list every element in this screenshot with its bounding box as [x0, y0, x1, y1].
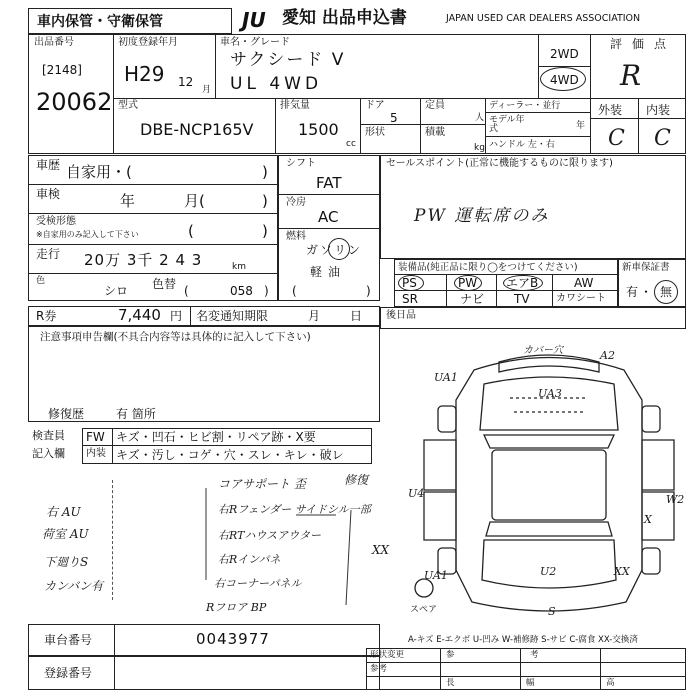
diag-label-9: XX — [614, 565, 630, 578]
checker-labels — [32, 428, 84, 464]
drive-4wd-circle — [540, 67, 586, 91]
history-close: ) — [262, 163, 268, 181]
diag-label-10: UA1 — [424, 569, 448, 582]
checker-row2: キズ・汚し・コゲ・穴・スレ・キレ・破レ — [116, 448, 344, 462]
fuel-gas-circle — [328, 238, 350, 260]
displacement-unit: cc — [346, 139, 356, 149]
chassis-value: 0043977 — [196, 630, 270, 648]
warranty-sep: ・ — [640, 285, 653, 299]
load-label: 積載 — [425, 127, 445, 138]
rating-interior: C — [654, 126, 671, 151]
repair-label: 修復歴 — [48, 407, 85, 421]
chassis-label: 車台番号 — [44, 633, 93, 647]
fuel-gas: ガソリン — [306, 243, 363, 257]
drive-2wd: 2WD — [550, 47, 579, 61]
equip-sr: SR — [402, 292, 418, 306]
registration-month-unit: 月 — [202, 85, 212, 95]
tax-value: 7,440 — [118, 306, 161, 324]
checker-row1-head: FW — [86, 430, 105, 444]
checker-label2: 記入欄 — [32, 447, 65, 460]
model-label: 車名・グレード — [220, 37, 290, 48]
accepted-open: ( — [188, 222, 194, 240]
cooling-value: AC — [318, 208, 339, 226]
selling-points-label: セールスポイント(正常に機能するものに限ります) — [386, 158, 613, 169]
inspection-year: 年 — [120, 192, 136, 210]
accepted-close: ) — [262, 222, 268, 240]
org-english: JAPAN USED CAR DEALERS ASSOCIATION — [446, 13, 641, 24]
dealer-label: ディーラー・並行 — [489, 101, 561, 111]
equip-navi: ナビ — [460, 292, 485, 306]
fuel-close: ) — [366, 284, 371, 298]
shape-r1a: 参 — [446, 650, 455, 660]
diag-label-7: X — [644, 513, 652, 526]
org-name: 愛知 出品申込書 — [282, 8, 407, 28]
fuel-open: ( — [292, 284, 297, 298]
diag-label-5: U4 — [408, 487, 425, 500]
spare-label: スペア — [410, 605, 438, 615]
color-code-close: ) — [264, 284, 269, 298]
note-right-6: Rフロア BP — [206, 601, 267, 614]
accepted-label: 受検形態 — [36, 216, 76, 227]
equip-ps: PS — [402, 276, 417, 290]
color-value: シロ — [104, 284, 129, 298]
color-label: 色 — [36, 276, 46, 286]
mileage-unit: km — [232, 262, 246, 272]
accepted-note: ※自家用のみ記入して下さい — [36, 230, 139, 239]
name-change-month: 月 — [308, 309, 321, 323]
note-left-4: カンバン有 — [44, 579, 104, 593]
fuel-diesel: 軽油 — [310, 265, 347, 279]
diag-label-2: A2 — [600, 349, 615, 362]
inspection-label: 車検 — [36, 187, 61, 201]
fuel-label: 燃料 — [286, 231, 306, 242]
model-year-label: モデル年式 — [489, 115, 525, 134]
warranty-yes: 有 — [626, 285, 639, 299]
capacity-unit: 人 — [475, 113, 485, 123]
shape-col-length: 長 — [446, 678, 455, 688]
capacity-label: 定員 — [425, 100, 445, 111]
rating-value: R — [620, 59, 642, 92]
doors-label: ドア — [365, 100, 385, 111]
lot-number: 20062 — [36, 88, 113, 116]
remarks-label: 注意事項申告欄(不具合内容等は具体的に記入して下さい) — [40, 331, 311, 343]
name-change-day: 日 — [350, 309, 363, 323]
note-left-2: 荷室 AU — [42, 527, 89, 541]
registration-era-year: H29 — [124, 62, 165, 86]
selling-points-text: PW 運転席のみ — [414, 206, 550, 226]
notes-bracket-lines — [186, 470, 386, 615]
shape-col-width: 幅 — [526, 678, 535, 688]
equip-airbag: エアB — [506, 276, 539, 290]
history-label: 車歴 — [36, 158, 61, 172]
history-value: 自家用・( — [66, 163, 132, 181]
equip-seat: カワシート — [556, 293, 606, 304]
note-extra-2: XX — [372, 543, 390, 557]
warranty-no: 無 — [660, 285, 673, 299]
reg-no-label: 登録番号 — [44, 666, 93, 680]
equip-pw: PW — [458, 276, 478, 290]
note-right-3: 右RTハウスアウター — [218, 529, 321, 542]
model-year-unit: 年 — [576, 121, 586, 131]
note-right-5: 右コーナーパネル — [214, 577, 302, 590]
displacement-value: 1500 — [298, 120, 339, 139]
diag-label-11: S — [548, 605, 556, 618]
cooling-label: 冷房 — [286, 197, 306, 208]
color-change-label: 色替 — [152, 277, 177, 291]
checker-label1: 検査員 — [32, 429, 65, 442]
registration-month: 12 — [178, 75, 194, 89]
warranty-label: 新車保証書 — [622, 262, 670, 273]
diag-label-1: カバー穴 — [523, 345, 563, 356]
shift-value: FAT — [316, 174, 342, 192]
rating-exterior: C — [608, 126, 625, 151]
repair-value: 有 箇所 — [116, 407, 156, 421]
shape-row1: 形状変更 — [370, 650, 405, 660]
type-value: DBE-NCP165V — [140, 120, 254, 139]
model-grade: UL 4WD — [230, 74, 323, 94]
shift-label: シフト — [286, 158, 316, 169]
inspection-month: 月( — [184, 192, 205, 210]
checker-row1: キズ・凹石・ヒビ割・リペア跡・X要 — [116, 430, 316, 444]
equip-ps-circle — [398, 275, 424, 291]
ju-logo — [240, 8, 280, 34]
model-name: サクシード V — [230, 50, 346, 70]
warranty-no-circle — [654, 280, 678, 304]
shape-label: 形状 — [365, 127, 385, 138]
note-right-2: 右Rフェンダー サイドシル一部 — [218, 503, 371, 516]
load-unit: kg — [474, 143, 485, 153]
note-left-3: 下廻りS — [44, 555, 89, 569]
note-right-4: 右Rインパネ — [218, 553, 281, 566]
equipment-label: 装備品(純正品に限り◯をつけてください) — [398, 262, 578, 273]
equip-tv: TV — [514, 292, 530, 306]
rating-exterior-label: 外装 — [598, 103, 623, 117]
shape-col-height: 高 — [606, 678, 615, 688]
rear-seat-label: 後日品 — [386, 310, 416, 321]
equip-airbag-circle — [503, 275, 543, 291]
rear-seat-box — [380, 307, 686, 329]
diag-label-8: U2 — [540, 565, 557, 578]
name-change-label: 名変通知期限 — [196, 309, 269, 323]
storage-label-box — [28, 8, 232, 34]
note-right-1: コアサポート 歪 — [218, 477, 306, 491]
rating-interior-label: 内装 — [646, 103, 671, 117]
rating-label: 評価点 — [610, 37, 677, 51]
shape-r1b: 考 — [530, 650, 539, 660]
storage-label: 車内保管・守衛保管 — [37, 14, 163, 30]
diag-label-3: UA1 — [434, 371, 458, 384]
equip-pw-circle — [454, 275, 482, 291]
mileage-label: 走行 — [36, 247, 61, 261]
lot-label: 出品番号 — [34, 37, 74, 48]
drive-4wd: 4WD — [550, 73, 579, 87]
displacement-label: 排気量 — [280, 100, 310, 111]
shape-row2: 参考 — [370, 664, 388, 674]
diagram-legend: A-キズ E-エクボ U-凹み W-補修跡 S-サビ C-腐食 XX-交換済 — [408, 635, 638, 645]
ju-logo-text: JU — [242, 8, 266, 32]
checker-row2-head: 内装 — [86, 448, 106, 459]
note-extra-1: 修復 — [344, 473, 369, 487]
color-code: 058 — [230, 284, 253, 298]
handle-label: ハンドル 左・右 — [489, 140, 555, 150]
doors-value: 5 — [390, 111, 398, 125]
lot-bracket-no: [2148] — [42, 63, 82, 77]
tax-label: R券 — [36, 309, 57, 323]
inspection-close: ) — [262, 192, 268, 210]
diag-label-6: W2 — [666, 493, 685, 506]
color-code-open: ( — [184, 284, 189, 298]
note-left-1: 右 AU — [46, 505, 81, 519]
tax-unit: 円 — [170, 309, 183, 323]
registration-label: 初度登録年月 — [118, 37, 178, 48]
mileage-value: 20万 3千 2 4 3 — [84, 251, 203, 269]
equip-aw: AW — [574, 276, 594, 290]
type-label: 型式 — [118, 100, 138, 111]
diag-label-4: UA3 — [538, 387, 562, 400]
